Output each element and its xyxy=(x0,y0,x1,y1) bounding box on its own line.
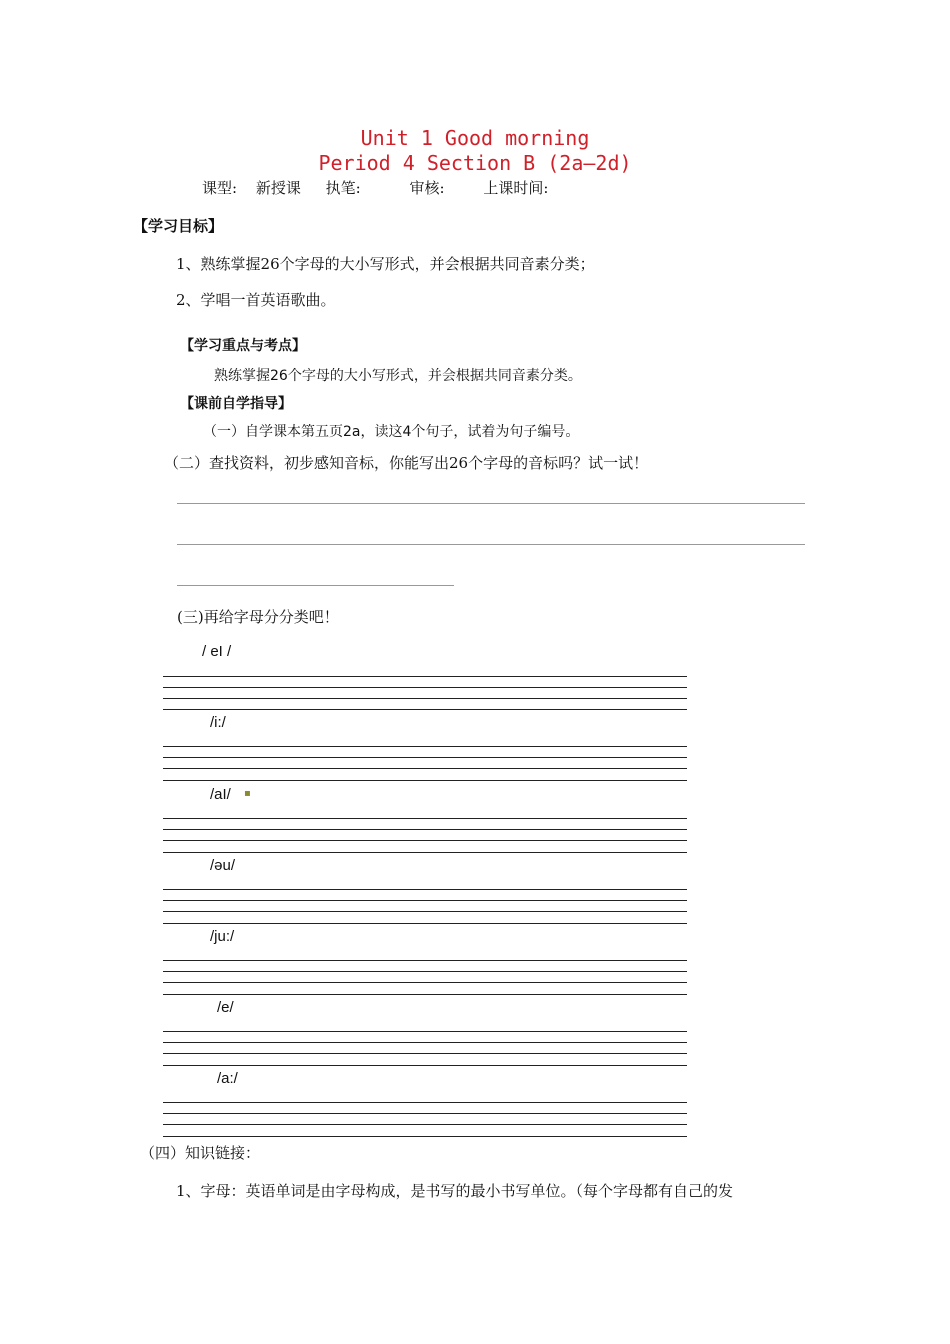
writing-line[interactable] xyxy=(163,1042,687,1043)
writing-line[interactable] xyxy=(163,994,687,995)
writing-line[interactable] xyxy=(163,757,687,758)
writing-line[interactable] xyxy=(163,1031,687,1032)
writing-line[interactable] xyxy=(163,1136,687,1137)
writing-line[interactable] xyxy=(163,746,687,747)
objective-item-2: 2、学唱一首英语歌曲。 xyxy=(176,291,336,309)
key-points-text: 熟练掌握26个字母的大小写形式，并会根据共同音素分类。 xyxy=(214,368,582,384)
answer-line[interactable] xyxy=(177,585,454,586)
writing-line[interactable] xyxy=(163,698,687,699)
writing-line[interactable] xyxy=(163,709,687,710)
writing-line[interactable] xyxy=(163,852,687,853)
type-label: 课型: xyxy=(202,179,238,197)
sound-label: / eI / xyxy=(202,643,232,660)
answer-line[interactable] xyxy=(177,544,805,545)
writing-line[interactable] xyxy=(163,971,687,972)
sound-label: /e/ xyxy=(217,999,234,1016)
writing-line[interactable] xyxy=(163,1124,687,1125)
self-study-part3: (三)再给字母分分类吧！ xyxy=(177,608,339,626)
writing-line[interactable] xyxy=(163,1065,687,1066)
writing-line[interactable] xyxy=(163,768,687,769)
lesson-meta xyxy=(202,177,562,198)
sound-label: /i:/ xyxy=(210,714,226,731)
sound-label: /aI/ xyxy=(210,786,231,803)
time-label: 上课时间: xyxy=(483,179,549,197)
sound-label: /a:/ xyxy=(217,1070,238,1087)
writing-line[interactable] xyxy=(163,1053,687,1054)
edit-mark-icon: ▪ xyxy=(244,788,251,799)
objective-item-1: 1、熟练掌握26个字母的大小写形式，并会根据共同音素分类； xyxy=(176,255,595,273)
answer-line[interactable] xyxy=(177,503,805,504)
writing-line[interactable] xyxy=(163,911,687,912)
writing-line[interactable] xyxy=(163,900,687,901)
writing-line[interactable] xyxy=(163,840,687,841)
key-points-heading: 【学习重点与考点】 xyxy=(180,338,306,354)
writing-line[interactable] xyxy=(163,982,687,983)
self-study-part1: （一）自学课本第五页2a，读这4个句子，试着为句子编号。 xyxy=(203,424,580,440)
objectives-heading: 【学习目标】 xyxy=(133,217,224,235)
writing-line[interactable] xyxy=(163,687,687,688)
writing-line[interactable] xyxy=(163,676,687,677)
sound-label: /ju:/ xyxy=(210,928,235,945)
knowledge-item-1: 1、字母：英语单词是由字母构成，是书写的最小书写单位。（每个字母都有自己的发 xyxy=(176,1182,734,1200)
self-study-heading: 【课前自学指导】 xyxy=(180,396,292,412)
writing-line[interactable] xyxy=(163,923,687,924)
writing-line[interactable] xyxy=(163,1113,687,1114)
writing-line[interactable] xyxy=(163,889,687,890)
page-subtitle: Period 4 Section B (2a—2d) xyxy=(318,151,632,175)
type-value: 新授课 xyxy=(255,179,301,197)
knowledge-heading: （四）知识链接： xyxy=(140,1144,261,1162)
reviewer-label: 审核: xyxy=(409,179,445,197)
writing-line[interactable] xyxy=(163,960,687,961)
sound-label: /əu/ xyxy=(210,857,236,874)
writing-line[interactable] xyxy=(163,1102,687,1103)
writing-line[interactable] xyxy=(163,780,687,781)
writer-label: 执笔: xyxy=(325,179,361,197)
writing-line[interactable] xyxy=(163,829,687,830)
page-title: Unit 1 Good morning xyxy=(360,126,590,150)
writing-line[interactable] xyxy=(163,818,687,819)
self-study-part2: （二）查找资料，初步感知音标，你能写出26个字母的音标吗？试一试！ xyxy=(164,454,649,472)
